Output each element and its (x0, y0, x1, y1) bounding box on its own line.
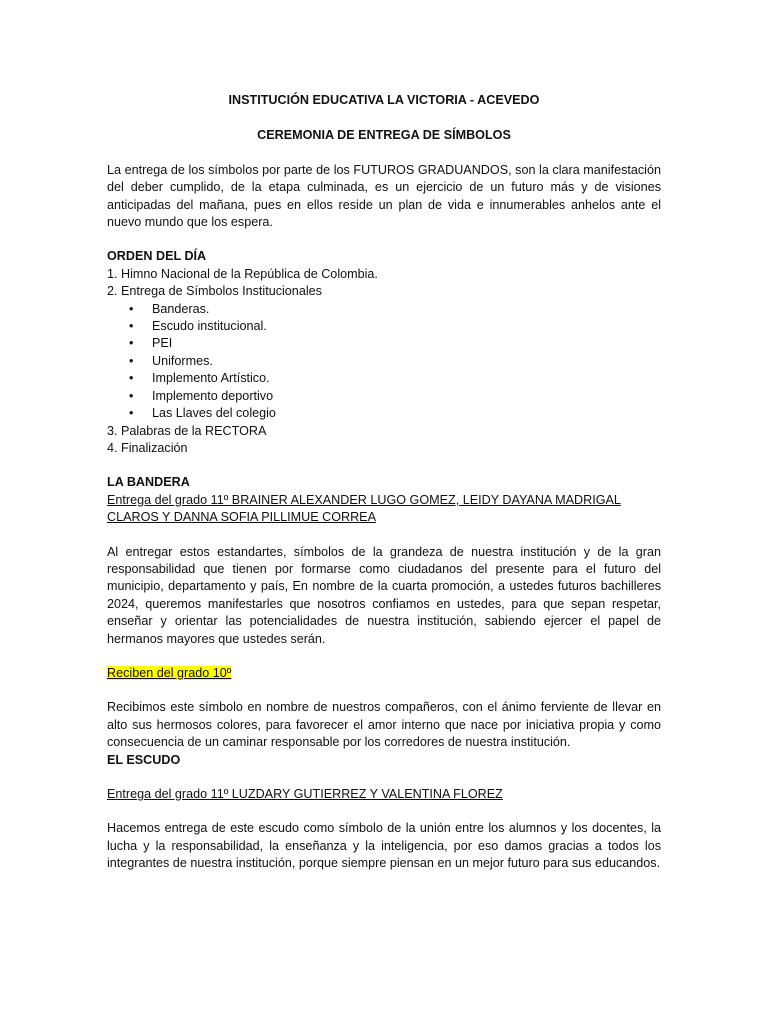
symbol-label: PEI (152, 336, 173, 351)
agenda-title: ORDEN DEL DÍA (107, 249, 207, 264)
bandera-section (107, 474, 661, 526)
intro-paragraph: La entrega de los símbolos por parte de los FUTUROS GRADUANDOS, son la clara manifestación del deber cumplido, de la etapa culminada, es un ejercicio de un futuro más y de visiones anticipadas del mañana, pues en ellos reside un plan de vida e innumerables anhelos ante el nuevo mundo que los espera. (107, 162, 661, 230)
symbol-label: Banderas. (152, 301, 210, 316)
list-item (107, 405, 661, 422)
bullet-icon: • (129, 336, 134, 351)
bullet-icon: • (129, 353, 134, 368)
escudo-title: EL ESCUDO (107, 752, 181, 767)
bullet-icon: • (129, 371, 134, 386)
bandera-delivery: Entrega del grado 11º BRAINER ALEXANDER LUGO GOMEZ, LEIDY DAYANA MADRIGAL CLAROS Y DANNA SOFIA PILLIMUE CORREA (107, 492, 621, 525)
escudo-delivery: Entrega del grado 11º LUZDARY GUTIERREZ Y VALENTINA FLOREZ (107, 787, 503, 801)
symbol-label: Uniformes. (152, 353, 213, 368)
bullet-icon: • (129, 388, 134, 403)
list-item (107, 318, 661, 335)
symbol-label: Implemento Artístico. (152, 371, 270, 386)
escudo-speech: Hacemos entrega de este escudo como símbolo de la unión entre los alumnos y los docentes, la lucha y la responsabilidad, la enseñanza y la inteligencia, por eso damos gracias a todos los integrantes de nuestra institución, porque siempre piensan en un mejor futuro para sus educandos. (107, 821, 661, 871)
document-page (107, 92, 661, 873)
bandera-response: Recibimos este símbolo en nombre de nuestros compañeros, con el ánimo ferviente de llevar en alto sus hermosos colores, para favorecer el amor interno que nace por iniciativa propia y como consecuencia de un caminar responsable por los corredores de nuestra institución. (107, 700, 661, 750)
list-item (107, 370, 661, 387)
symbol-label: Las Llaves del colegio (152, 406, 276, 421)
list-item (107, 335, 661, 352)
bandera-receive: Reciben del grado 10º (107, 665, 232, 680)
symbol-label: Implemento deportivo (152, 388, 274, 403)
symbols-list (107, 301, 661, 423)
symbol-label: Escudo institucional. (152, 319, 267, 334)
bandera-speech: Al entregar estos estandartes, símbolos de la grandeza de nuestra institución y de la gran responsabilidad que tienen por formarse como ciudadanos del presente para el futuro del municipio, departamento y país, En nombre de la cuarta promoción, a ustedes futuros bachilleres 2024, queremos manifestarles que nosotros confiamos en ustedes, para que sepan respetar, enseñar y orientar las potencialidades de nuestra institución, sabiendo ejercer el papel de hermanos mayores que ustedes serán. (107, 544, 661, 646)
list-item (107, 388, 661, 405)
bandera-receive-line (107, 665, 661, 682)
ceremony-title: CEREMONIA DE ENTREGA DE SÍMBOLOS (257, 128, 511, 143)
agenda-item: 1. Himno Nacional de la República de Colombia. (107, 266, 378, 281)
bullet-icon: • (129, 319, 134, 334)
bandera-title: LA BANDERA (107, 475, 190, 490)
agenda-item: 4. Finalización (107, 440, 188, 455)
bullet-icon: • (129, 406, 134, 421)
agenda-item: 2. Entrega de Símbolos Institucionales (107, 284, 322, 299)
agenda-item: 3. Palabras de la RECTORA (107, 423, 267, 438)
institution-title: INSTITUCIÓN EDUCATIVA LA VICTORIA - ACEVEDO (228, 93, 540, 107)
list-item (107, 301, 661, 318)
list-item (107, 353, 661, 370)
bullet-icon: • (129, 301, 134, 316)
agenda-section (107, 248, 661, 457)
